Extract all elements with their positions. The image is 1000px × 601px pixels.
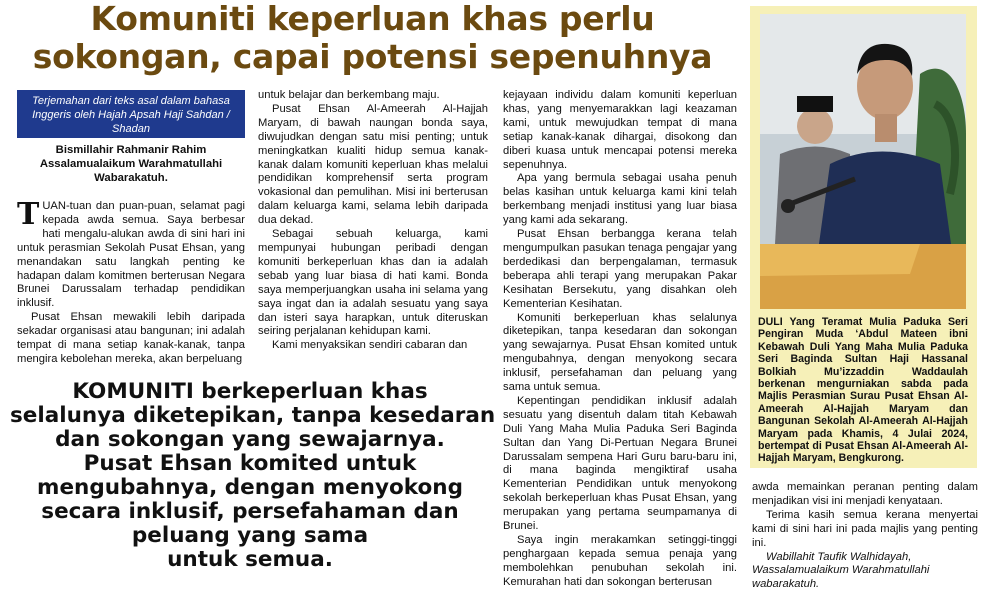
pull-quote-line: Pusat Ehsan komited untuk (83, 451, 417, 476)
pull-quote-line: untuk semua. (167, 547, 333, 572)
paragraph: Sebagai sebuah keluarga, kami mempunyai hubungan peribadi dengan komuniti berkeperluan khas dan ia adalah sebab yang luar biasa di hati kami. Bonda saya memperjuangkan usaha ini selama yang saya ingat dan ia adalah sesuatu yang saya dan isteri saya harapkan, untuk diteruskan seiring perjalanan kehidupan kami. (258, 228, 488, 338)
pull-quote-line: selalunya diketepikan, tanpa kesedaran (10, 403, 496, 428)
drop-cap: T (17, 197, 40, 232)
pull-quote-line: secara inklusif, persefahaman dan (41, 499, 459, 524)
paragraph: Kepentingan pendidikan inklusif adalah sesuatu yang disentuh dalam titah Kebawah Duli Yang Maha Mulia Paduka Seri Baginda Sultan dan Yang Di-Pertuan Negara Brunei Darussalam sempena Hari Guru baru-baru ini, di mana baginda mengiktiraf usaha Kementerian Pendidikan untuk menyokong sekolah berkeperluan khas Pusat Ehsan, yang merupakan yang pertama seumpamanya di Brunei. (503, 394, 737, 533)
closing-line: Wabillahit Taufik Walhidayah, (766, 550, 912, 563)
article-column-1 (17, 197, 245, 367)
paragraph (17, 197, 245, 311)
article-column-4 (752, 481, 978, 592)
paragraph-text: UAN-tuan dan puan-puan, selamat pagi kepada awda semua. Saya berbesar hati mengalu-alukan awda di sini hari ini untuk perasmian Sekolah Pusat Ehsan, yang menandakan satu langkah penting ke hadapan dalam komitmen berterusan Negara Brunei Darussalam terhadap pendidikan inklusif. (17, 200, 245, 310)
greeting (17, 143, 245, 185)
paragraph: Komuniti berkeperluan khas selalunya diketepikan, tanpa kesedaran dan sokongan yang sewajarnya. Pusat Ehsan komited untuk mengubahnya, dengan menyokong secara inklusif, persefahaman dan peluang yang sama untuk semua. (503, 311, 737, 394)
headline (0, 0, 745, 76)
pull-quote-line: mengubahnya, dengan menyokong (37, 475, 463, 500)
paragraph: Pusat Ehsan mewakili lebih daripada sekadar organisasi atau bangunan; ini adalah tempat di mana setiap kanak-kanak, tanpa mengira kebolehan mereka, akan berpeluang (17, 311, 245, 365)
paragraph: Kami menyaksikan sendiri cabaran dan (272, 339, 468, 352)
paragraph: Terima kasih semua kerana menyertai kami di sini hari ini pada majlis yang penting ini. (752, 508, 978, 549)
paragraph: Pusat Ehsan Al-Ameerah Al-Hajjah Maryam, di bawah naungan bonda saya, diwujudkan dengan satu misi penting; untuk meningkatkan kualiti hidup semua kanak-kanak dalam komuniti keperluan khas melalui pendidikan komprehensif serta program vokasional dan pemulihan. Misi ini berterusan dalam keluarga kami, selama lebih daripada dua dekad. (258, 102, 488, 227)
paragraph: Pusat Ehsan berbangga kerana telah mengumpulkan pasukan tenaga pengajar yang berdedikasi dan berpengalaman, termasuk beberapa ahli terapi yang merupakan Pakar Kesihatan Bersekutu, yang disahkan oleh Kementerian Kesihatan. (503, 228, 737, 310)
translation-note: Terjemahan dari teks asal dalam bahasa Inggeris oleh Hajah Apsah Haji Sahdan / Shadan (17, 90, 245, 138)
prince-speaking-photo (760, 14, 966, 309)
pull-quote-line: peluang yang sama (131, 523, 369, 548)
paragraph: awda memainkan peranan penting dalam menjadikan visi ini menjadi kenyataan. (752, 481, 978, 507)
news-photo (760, 14, 966, 309)
article-column-2 (258, 89, 488, 353)
closing-line: Wassalamualaikum Warahmatullahi (752, 564, 930, 577)
headline-line-1: Komuniti keperluan khas perlu (90, 0, 655, 38)
paragraph: Saya ingin merakamkan setinggi-tinggi penghargaan kepada semua penaja yang membolehkan penubuhan sekolah ini. Kemurahan hati dan sokongan berterusan (503, 534, 737, 588)
closing-line: wabarakatuh. (752, 578, 820, 591)
greeting-line-2: Assalamualaikum Warahmatullahi (39, 158, 223, 170)
article-column-3 (503, 89, 737, 590)
pull-quote-line: KOMUNITI berkeperluan khas (72, 379, 428, 404)
paragraph: Apa yang bermula sebagai usaha penuh belas kasihan untuk keluarga kami kini telah berkembang menjadi institusi yang luar biasa yang kami ada sekarang. (503, 172, 737, 227)
photo-caption (758, 316, 968, 465)
caption-text: DULI Yang Teramat Mulia Paduka Seri Pengiran Muda ‘Abdul Mateen ibni Kebawah Duli Yang Maha Mulia Paduka Seri Baginda Sultan Haji Hassanal Bolkiah Mu’izzaddin Waddaulah berkenan mengurniakan sabda pada Majlis Perasmian Surau Pusat Ehsan Al-Ameerah Al-Hajjah Maryam dan Bangunan Sekolah Al-Ameerah Al-Hajjah Maryam pada Khamis, 4 Julai 2024, bertempat di Pusat Ehsan Al-Ameerah Al-Hajjah Maryam, Bengkurong. (758, 316, 968, 465)
paragraph: untuk belajar dan berkembang maju. (258, 89, 440, 101)
pull-quote (10, 379, 496, 572)
paragraph: kejayaan individu dalam komuniti keperluan khas, yang menyemarakkan lagi keazaman kami, untuk mewujudkan tempat di mana setiap kanak-kanak dihargai, disokong dan diberi kuasa untuk mencapai potensi mereka sepenuhnya. (503, 89, 737, 171)
headline-line-2: sokongan, capai potensi sepenuhnya (32, 37, 713, 76)
greeting-line-1: Bismillahir Rahmanir Rahim (55, 144, 207, 156)
pull-quote-line: dan sokongan yang sewajarnya. (55, 427, 445, 452)
greeting-line-3: Wabarakatuh. (94, 172, 168, 184)
